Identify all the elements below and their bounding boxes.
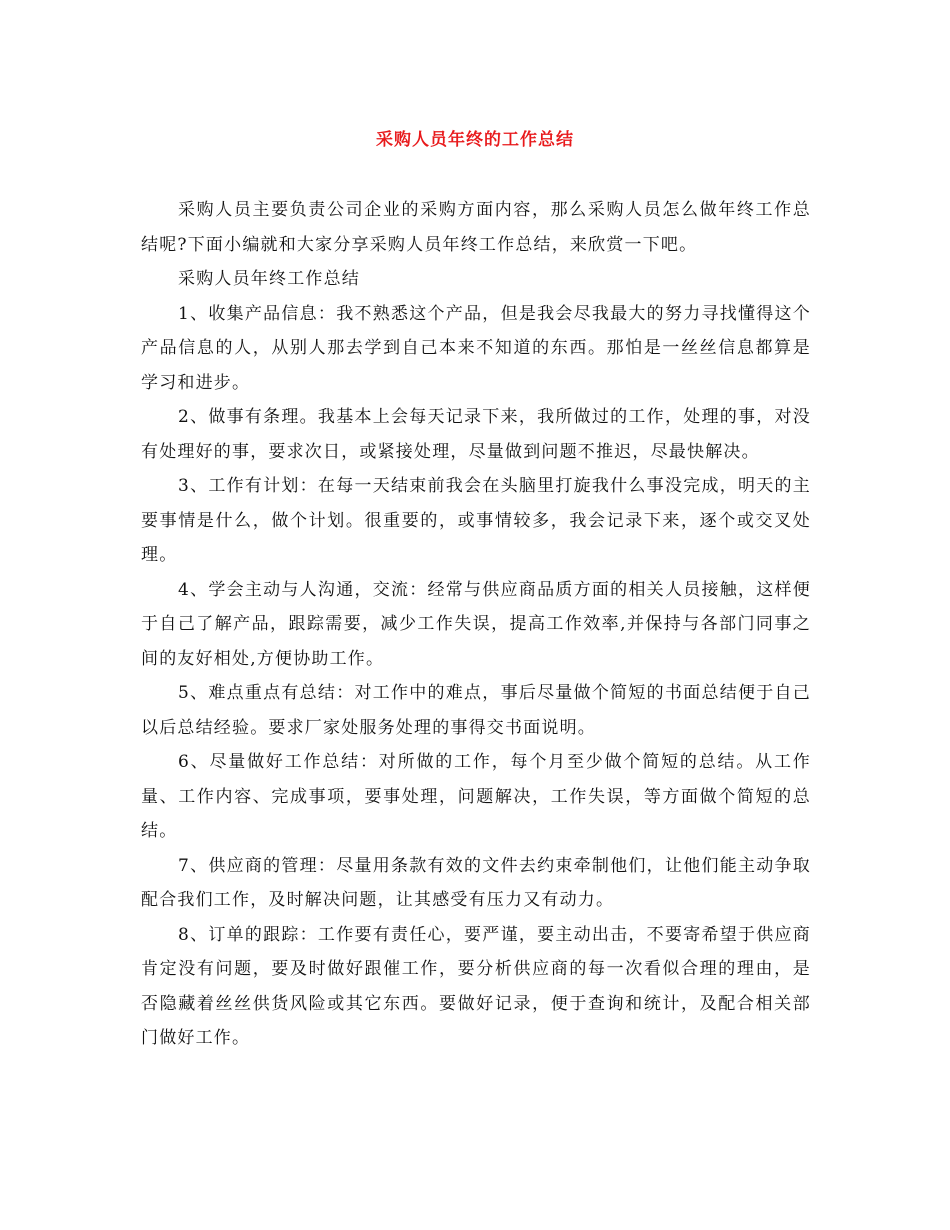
paragraph-item-1: 1、收集产品信息：我不熟悉这个产品，但是我会尽我最大的努力寻找懂得这个产品信息的人，从别人那去学到自己本来不知道的东西。那怕是一丝丝信息都算是学习和进步。 — [141, 303, 811, 393]
document-title: 采购人员年终的工作总结 — [376, 130, 574, 150]
paragraph-item-3: 3、工作有计划：在每一天结束前我会在头脑里打旋我什么事没完成，明天的主要事情是什么，做个计划。很重要的，或事情较多，我会记录下来，逐个或交叉处理。 — [141, 476, 811, 565]
paragraph-subheading: 采购人员年终工作总结 — [178, 269, 360, 289]
paragraph-item-7: 7、供应商的管理：尽量用条款有效的文件去约束牵制他们，让他们能主动争取配合我们工作，及时解决问题，让其感受有压力又有动力。 — [141, 855, 811, 910]
paragraph-intro: 采购人员主要负责公司企业的采购方面内容，那么采购人员怎么做年终工作总结呢?下面小编就和大家分享采购人员年终工作总结，来欣赏一下吧。 — [141, 200, 811, 255]
paragraph-item-6: 6、尽量做好工作总结：对所做的工作，每个月至少做个简短的总结。从工作量、工作内容、完成事项，要事处理，问题解决，工作失误，等方面做个简短的总结。 — [141, 752, 811, 841]
paragraph-item-2: 2、做事有条理。我基本上会每天记录下来，我所做过的工作，处理的事，对没有处理好的事，要求次日，或紧接处理，尽量做到问题不推迟，尽最快解决。 — [141, 407, 811, 462]
document-body — [141, 193, 811, 1056]
paragraph-item-4: 4、学会主动与人沟通，交流：经常与供应商品质方面的相关人员接触，这样便于自己了解产品，跟踪需要，减少工作失误，提高工作效率,并保持与各部门同事之间的友好相处,方便协助工作。 — [141, 579, 811, 669]
paragraph-item-5: 5、难点重点有总结：对工作中的难点，事后尽量做个简短的书面总结便于自己以后总结经验。要求厂家处服务处理的事得交书面说明。 — [141, 683, 811, 738]
paragraph-item-8: 8、订单的跟踪：工作要有责任心，要严谨，要主动出击，不要寄希望于供应商肯定没有问题，要及时做好跟催工作，要分析供应商的每一次看似合理的理由，是否隐藏着丝丝供货风险或其它东西。要做好记录，便于查询和统计，及配合相关部门做好工作。 — [141, 924, 811, 1048]
